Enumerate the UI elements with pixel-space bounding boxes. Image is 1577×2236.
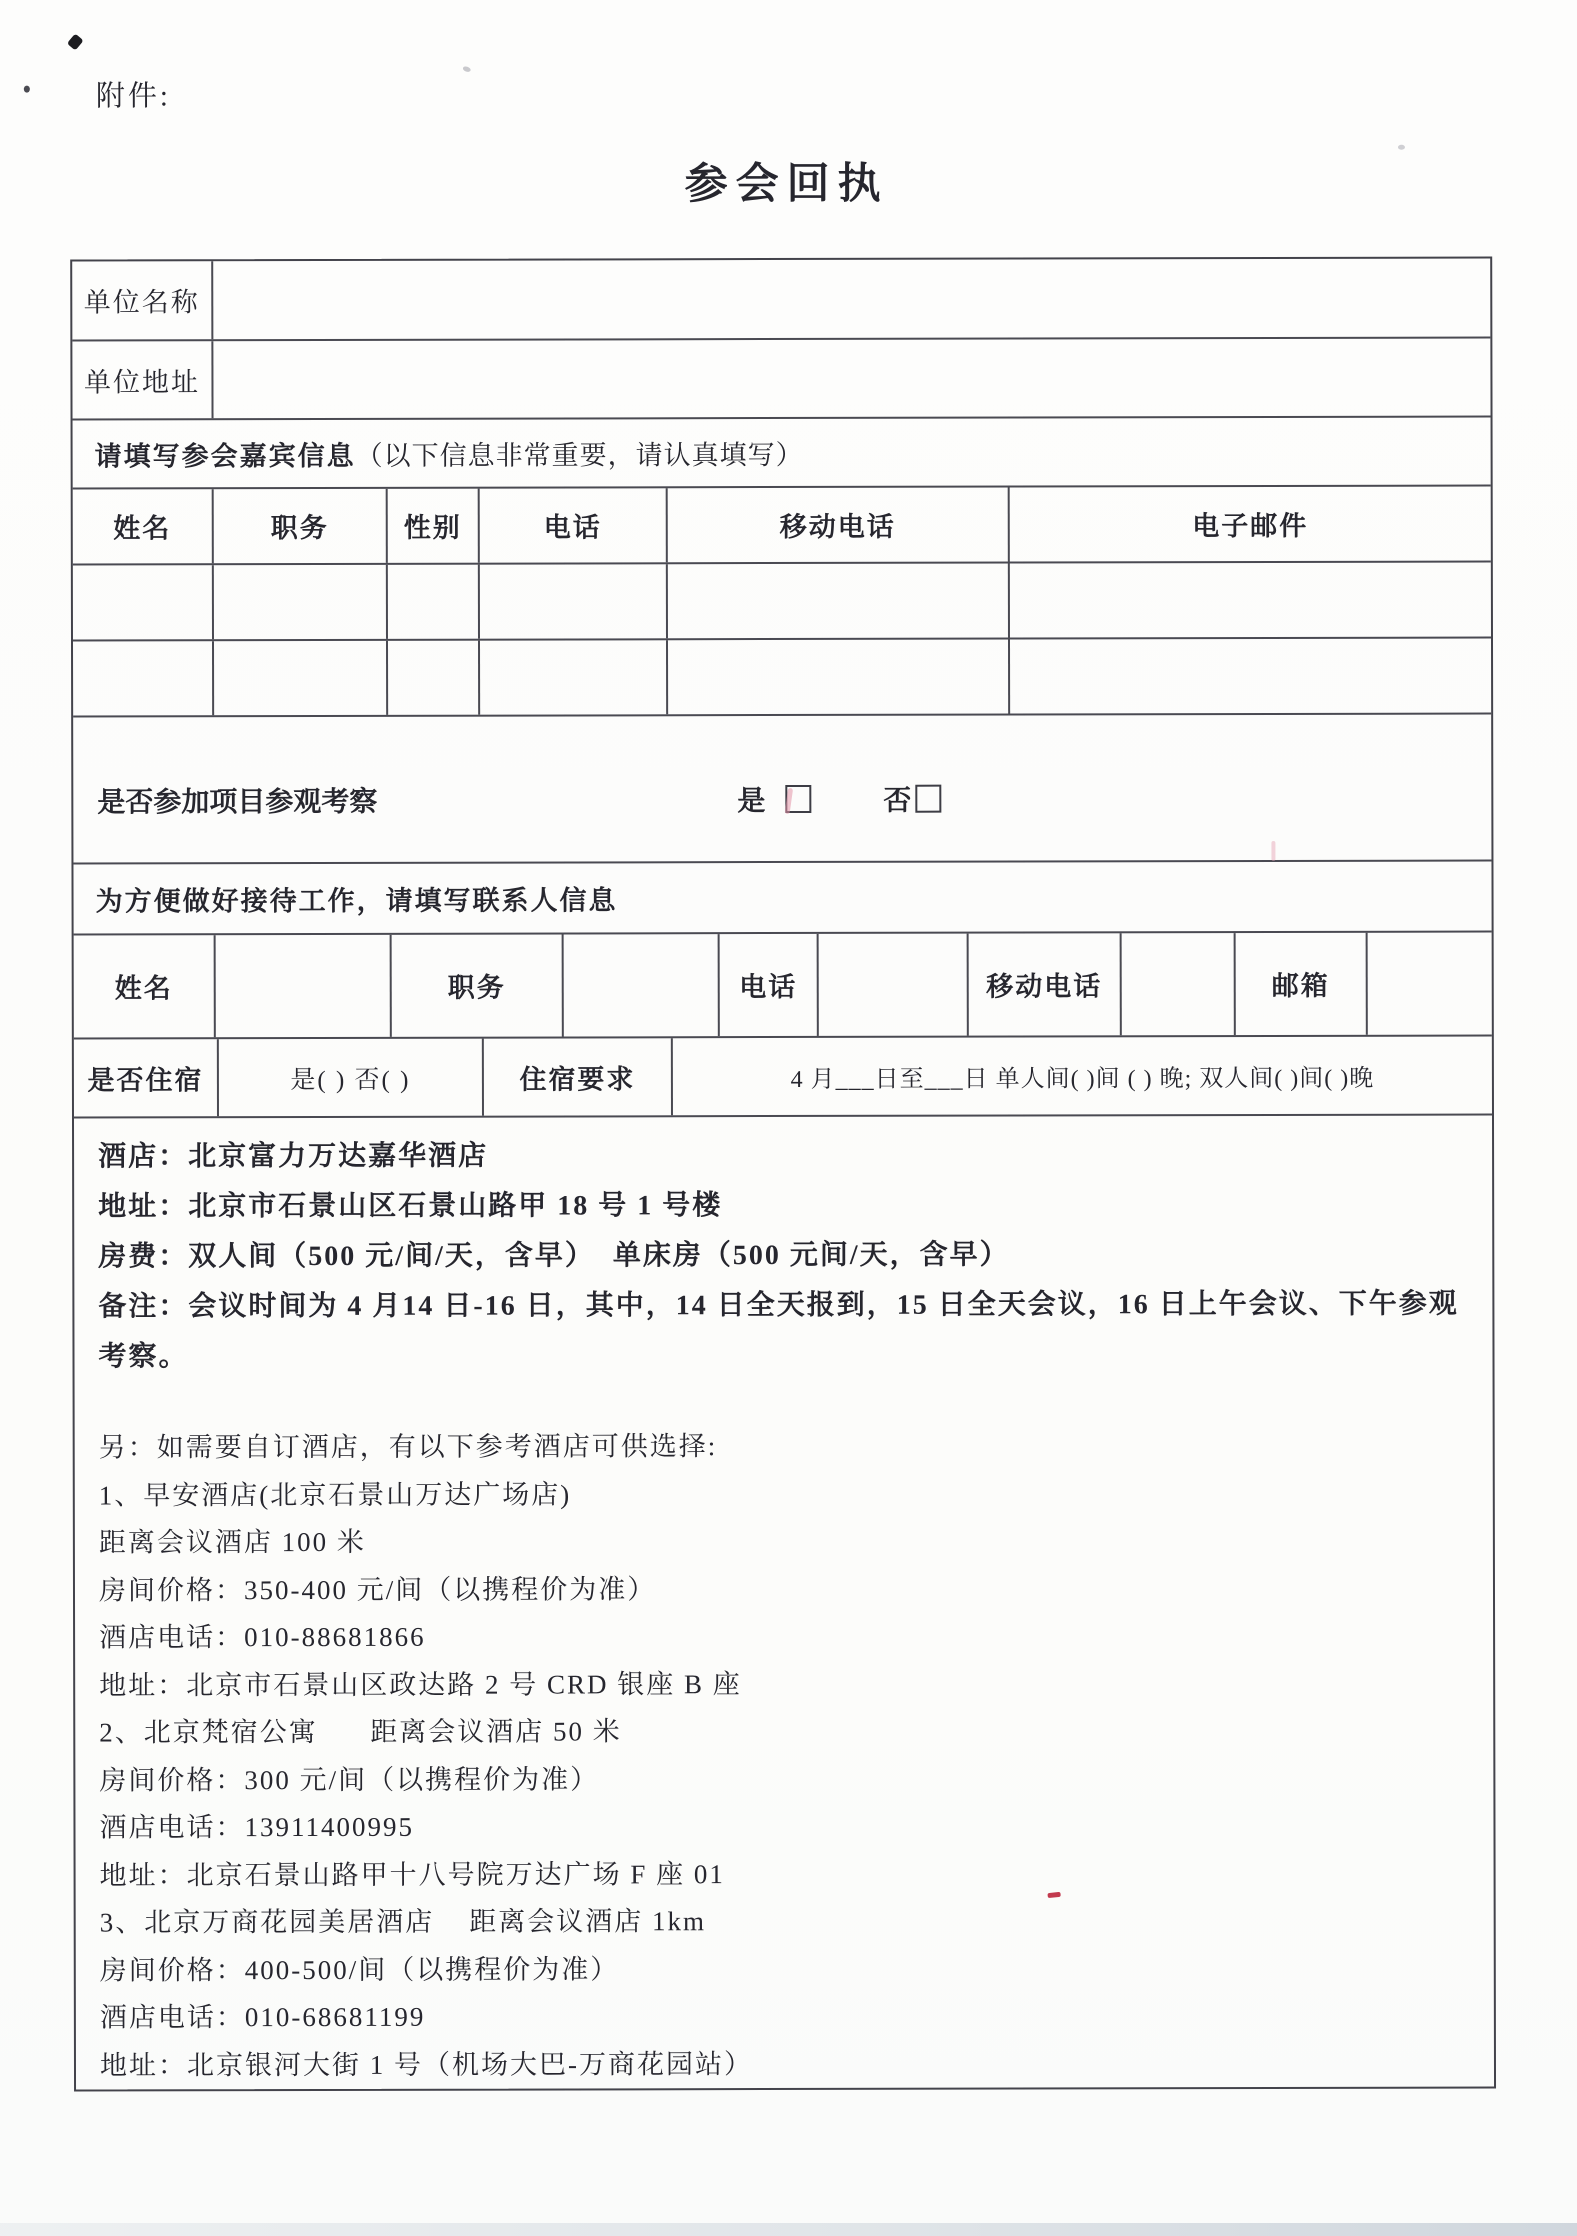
alt-hotel-line: 3、北京万商花园美居酒店 距离会议酒店 1km [99, 1906, 706, 1938]
scan-speck [462, 65, 471, 72]
alt-hotels-block [99, 1422, 1470, 2090]
alt-hotel-line: 地址：北京市石景山区政达路 2 号 CRD 银座 B 座 [99, 1668, 742, 1700]
guest-empty-cell [214, 641, 388, 716]
hotel-info-row [74, 1114, 1494, 2090]
unit-address-label: 单位地址 [72, 341, 213, 418]
guest-empty-row [73, 561, 1491, 640]
hotel-address-line: 地址：北京市石景山区石景山路甲 18 号 1 号楼 [98, 1190, 723, 1223]
contact-email-label: 邮箱 [1236, 933, 1368, 1035]
hotel-price-line: 房费：双人间（500 元/间/天，含早） 单床房（500 元间/天，含早） [98, 1239, 1010, 1273]
lodging-options: 是( ) 否( ) [219, 1039, 484, 1117]
hotel-info-cell [74, 1116, 1494, 2090]
guest-empty-cell [480, 564, 668, 639]
guest-empty-cell [1010, 563, 1491, 638]
visit-no-label: 否 [883, 785, 912, 818]
visit-yes-label: 是 [737, 786, 766, 818]
visit-question-label: 是否参加项目参观考察 [97, 787, 378, 819]
scan-speck [1398, 145, 1405, 150]
guest-section-heading-bold: 请填写参会嘉宾信息 [94, 440, 356, 472]
alt-hotel-line: 2、北京梵宿公寓 距离会议酒店 50 米 [99, 1716, 622, 1748]
scan-smudge [1271, 841, 1275, 861]
guest-section-heading-note: （以下信息非常重要，请认真填写） [355, 439, 804, 471]
guest-empty-cell [1010, 639, 1491, 714]
guest-col-position: 职务 [214, 489, 388, 564]
guest-empty-cell [214, 565, 388, 640]
alt-hotel-line: 酒店电话：010-68681199 [99, 2001, 426, 2033]
contact-phone-value-cell [819, 934, 969, 1036]
contact-section-heading-row [73, 860, 1491, 934]
alt-hotel-line: 距离会议酒店 100 米 [98, 1526, 366, 1558]
contact-phone-label: 电话 [720, 934, 819, 1036]
lodging-requirement-label: 住宿要求 [484, 1038, 673, 1115]
alt-hotel-line: 地址：北京石景山路甲十八号院万达广场 F 座 01 [99, 1858, 725, 1890]
unit-name-label: 单位名称 [72, 261, 213, 339]
visit-no-checkbox [915, 785, 941, 813]
lodging-label: 是否住宿 [74, 1039, 219, 1116]
alt-hotel-line: 房间价格：350-400 元/间（以携程价为准） [98, 1573, 657, 1605]
hotel-info-block [98, 1130, 1469, 1383]
lodging-row [74, 1035, 1492, 1117]
alt-hotel-line: 房间价格：300 元/间（以携程价为准） [99, 1763, 600, 1795]
guest-col-phone: 电话 [480, 488, 668, 563]
page-title: 参会回执 [684, 160, 889, 209]
hotel-remark-line: 备注：会议时间为 4 月14 日-16 日，其中，14 日全天报到，15 日全天会议，16 日上午会议、下午参观考察。 [98, 1288, 1459, 1373]
contact-mobile-value-cell [1122, 933, 1236, 1035]
alt-hotel-line: 酒店电话：010-88681866 [99, 1621, 426, 1653]
guest-col-email: 电子邮件 [1192, 511, 1309, 542]
guest-empty-cell [73, 641, 214, 716]
alt-hotel-line: 1、早安酒店(北京石景山万达广场店) [98, 1478, 572, 1510]
guest-col-name: 姓名 [73, 489, 214, 564]
guest-empty-cell [668, 564, 1010, 639]
hotel-name-line: 酒店：北京富力万达嘉华酒店 [98, 1140, 489, 1173]
guest-empty-cell [388, 641, 480, 715]
guest-empty-cell [480, 641, 668, 716]
unit-name-value-cell [213, 259, 1490, 340]
contact-mobile-label: 移动电话 [969, 933, 1122, 1035]
alt-hotels-intro: 另：如需要自订酒店，有以下参考酒店可供选择: [98, 1431, 718, 1463]
unit-address-row [72, 336, 1490, 418]
unit-name-row [72, 259, 1490, 340]
attachment-label: 附件: [95, 80, 171, 113]
guest-empty-cell [73, 565, 214, 640]
alt-hotel-line: 地址：北京银河大街 1 号（机场大巴-万商花园站） [99, 2048, 754, 2080]
scan-speck [24, 86, 30, 93]
contact-email-value-cell [1368, 932, 1492, 1034]
unit-address-value-cell [213, 338, 1490, 418]
guest-empty-row [73, 637, 1491, 716]
guest-header-row [73, 484, 1491, 563]
scan-edge-shadow [0, 2223, 1577, 2236]
lodging-requirement-detail: 4 月___日至___日 单人间( )间 ( ) 晚; 双人间( )间( )晚 [790, 1065, 1375, 1093]
guest-section-heading-row [73, 415, 1491, 487]
alt-hotel-line: 酒店电话：13911400995 [99, 1811, 415, 1843]
guest-col-gender: 性别 [388, 488, 480, 562]
guest-empty-cell [388, 565, 480, 639]
contact-row [74, 930, 1492, 1037]
contact-section-heading: 为方便做好接待工作，请填写联系人信息 [95, 885, 618, 917]
contact-position-value-cell [564, 934, 720, 1036]
guest-section-heading [73, 417, 1491, 487]
alt-hotel-line: 房间价格：400-500/间（以携程价为准） [99, 1953, 620, 1985]
contact-name-value-cell [216, 935, 392, 1037]
contact-name-label: 姓名 [74, 935, 216, 1037]
scan-speck [67, 33, 84, 50]
contact-position-label: 职务 [392, 934, 564, 1036]
form-table [70, 257, 1496, 2092]
guest-empty-cell [668, 640, 1010, 715]
guest-col-mobile: 移动电话 [668, 487, 1010, 562]
visit-question-row [73, 713, 1491, 863]
